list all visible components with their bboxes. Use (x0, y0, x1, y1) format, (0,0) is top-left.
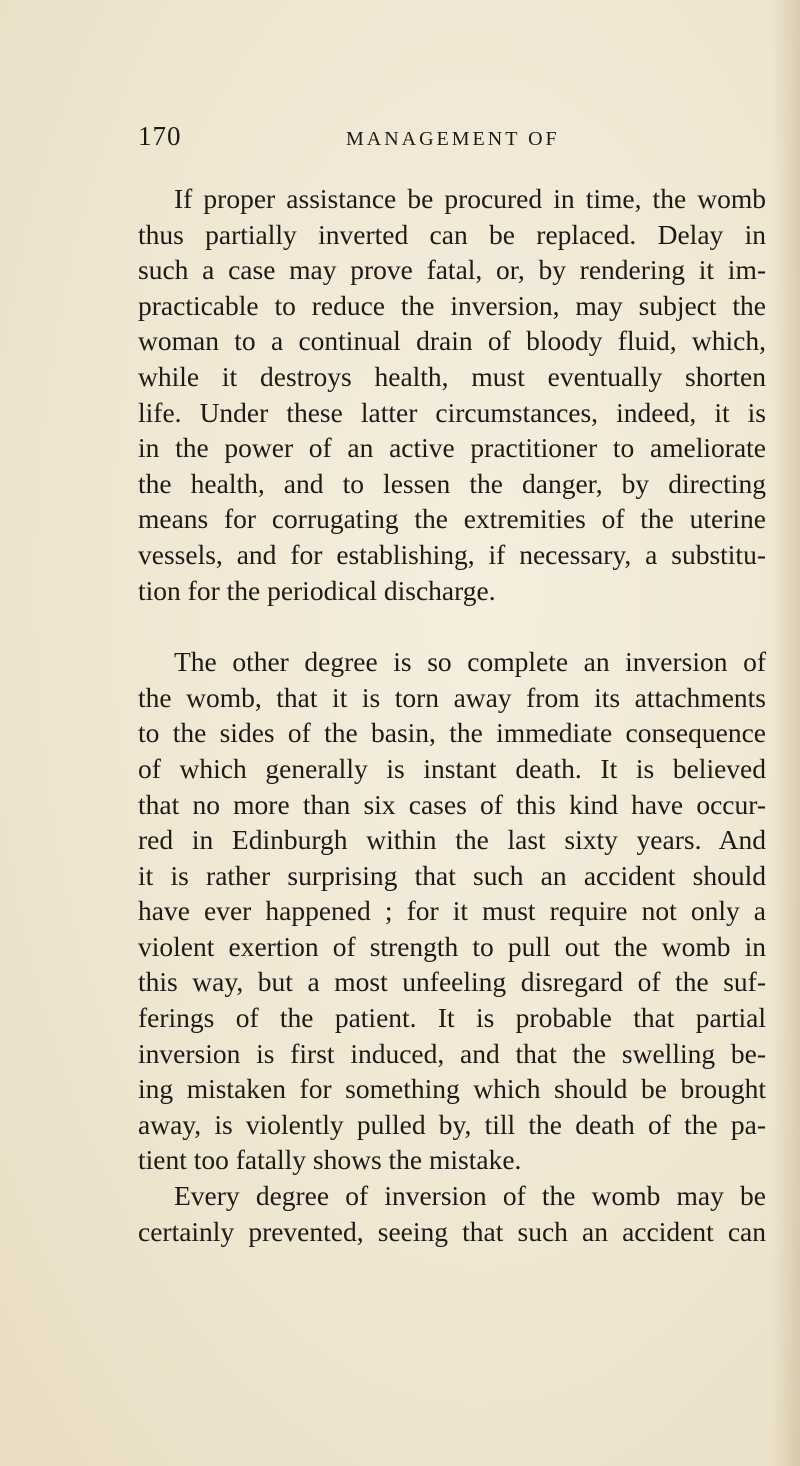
paragraph-gap (138, 608, 766, 644)
running-head: MANAGEMENT OF (346, 128, 560, 150)
text-line: while it destroys health, must eventually shorten (138, 360, 766, 392)
text-line: it is rather surprising that such an accident should (138, 859, 766, 891)
paragraph-2 (138, 644, 766, 1178)
text-line: tient too fatally shows the mistake. (138, 1144, 522, 1176)
text-line: such a case may prove fatal, or, by rendering it im- (138, 254, 766, 286)
text-line: vessels, and for establishing, if necessary, a substitu- (138, 538, 766, 570)
text-line: that no more than six cases of this kind have occur- (138, 788, 766, 820)
text-line: tion for the periodical discharge. (138, 574, 496, 606)
text-line: to the sides of the basin, the immediate consequence (138, 717, 766, 749)
text-line: The other degree is so complete an inversion of (174, 646, 766, 678)
page-edge-shadow (772, 0, 800, 1466)
text-line: thus partially inverted can be replaced. Delay in (138, 218, 766, 250)
text-line: the womb, that it is torn away from its attachments (138, 681, 766, 713)
text-line: inversion is first induced, and that the swelling be- (138, 1037, 766, 1069)
page-header (138, 118, 718, 154)
text-line: have ever happened ; for it must require not only a (138, 895, 766, 927)
text-line: ferings of the patient. It is probable that partial (138, 1002, 766, 1034)
text-line: violent exertion of strength to pull out the womb in (138, 930, 766, 962)
body-text (138, 181, 766, 1249)
page-number: 170 (138, 121, 182, 151)
text-line: life. Under these latter circumstances, indeed, it is (138, 396, 766, 428)
text-line: in the power of an active practitioner to ameliorate (138, 432, 766, 464)
text-line: If proper assistance be procured in time, the womb (174, 183, 766, 214)
text-line: away, is violently pulled by, till the death of the pa- (138, 1108, 766, 1140)
text-line: means for corrugating the extremities of the uterine (138, 503, 766, 535)
paragraph-1 (138, 181, 766, 608)
text-line: red in Edinburgh within the last sixty years. And (138, 824, 766, 856)
text-line: of which generally is instant death. It is believed (138, 752, 766, 784)
text-line: Every degree of inversion of the womb may be (174, 1180, 766, 1212)
text-line: woman to a continual drain of bloody fluid, which, (138, 325, 766, 357)
text-line: the health, and to lessen the danger, by directing (138, 467, 766, 499)
paragraph-3 (138, 1178, 766, 1249)
text-line: certainly prevented, seeing that such an accident can (138, 1215, 766, 1247)
text-line: ing mistaken for something which should be brought (138, 1073, 766, 1105)
text-line: practicable to reduce the inversion, may subject the (138, 289, 766, 321)
text-line: this way, but a most unfeeling disregard of the suf- (138, 966, 766, 998)
